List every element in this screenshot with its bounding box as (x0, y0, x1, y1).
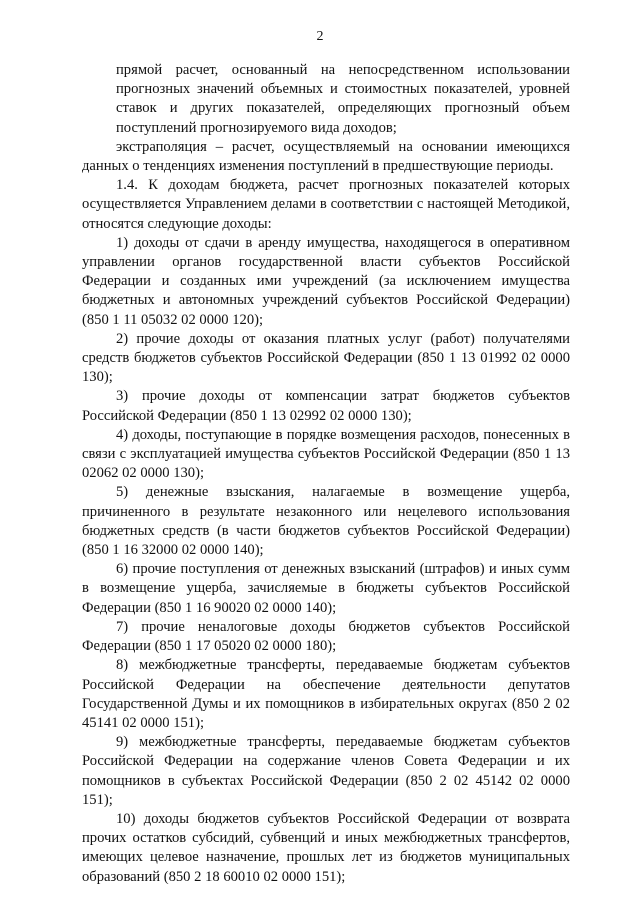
paragraph-item-3: 3) прочие доходы от компенсации затрат бюджетов субъектов Российской Федерации (850 1 13 02992 02 0000 130); (82, 388, 570, 424)
paragraph-item-7: 7) прочие неналоговые доходы бюджетов субъектов Российской Федерации (850 1 17 05020 02 0000 180); (82, 618, 570, 655)
paragraph-direct-calculation: прямой расчет, основанный на непосредственном использовании прогнозных значений объемных и стоимостных показателей, уровней ставок и других показателей, определяющих прогнозный объем поступлений прогнозируемого вида доходов; (116, 62, 570, 136)
page-number: 2 (316, 29, 324, 44)
paragraph-item-4: 4) доходы, поступающие в порядке возмещения расходов, понесенных в связи с эксплуатацией имущества субъектов Российской Федерации (850 1 13 02062 02 0000 130); (82, 426, 570, 482)
paragraph-item-1: 1) доходы от сдачи в аренду имущества, находящегося в оперативном управлении органов государственной власти субъектов Российской Федерации и созданных ими учреждений (за исключением имущества бюджетных и автономных учреждений субъектов Российской Федерации) (850 1 11 05032 02 0000 120); (82, 234, 570, 328)
paragraph-item-9: 9) межбюджетные трансферты, передаваемые бюджетам субъектов Российской Федерации на содержание членов Совета Федерации и их помощников в субъектах Российской Федерации (850 2 02 45142 02 0000 151); (82, 734, 570, 808)
paragraph-item-6: 6) прочие поступления от денежных взысканий (штрафов) и иных сумм в возмещение ущерба, зачисляемые в бюджеты субъектов Российской Федерации (850 1 16 90020 02 0000 140); (82, 561, 570, 616)
paragraph-item-8: 8) межбюджетные трансферты, передаваемые бюджетам субъектов Российской Федерации на обеспечение деятельности депутатов Государственной Думы и их помощников в избирательных округах (850 2 02 45141 02 0000 151); (82, 657, 570, 731)
paragraph-1-4: 1.4. К доходам бюджета, расчет прогнозных показателей которых осуществляется Управлением делами в соответствии с настоящей Методикой, относятся следующие доходы: (82, 177, 570, 232)
paragraph-item-2: 2) прочие доходы от оказания платных услуг (работ) получателями средств бюджетов субъектов Российской Федерации (850 1 13 01992 02 0000 130); (82, 330, 570, 386)
document-body (82, 61, 570, 887)
paragraph-item-5: 5) денежные взыскания, налагаемые в возмещение ущерба, причиненного в результате незаконного или нецелевого использования бюджетных средств (в части бюджетов субъектов Российской Федерации) (850 1 16 32000 02 0000 140); (82, 484, 570, 559)
paragraph-extrapolation: экстраполяция – расчет, осуществляемый на основании имеющихся данных о тенденциях изменения поступлений в предшествующие периоды. (82, 138, 570, 175)
paragraph-item-10: 10) доходы бюджетов субъектов Российской Федерации от возврата прочих остатков субсидий, субвенций и иных межбюджетных трансфертов, имеющих целевое назначение, прошлых лет из бюджетов муниципальных образований (850 2 18 60010 02 0000 151); (82, 810, 570, 885)
